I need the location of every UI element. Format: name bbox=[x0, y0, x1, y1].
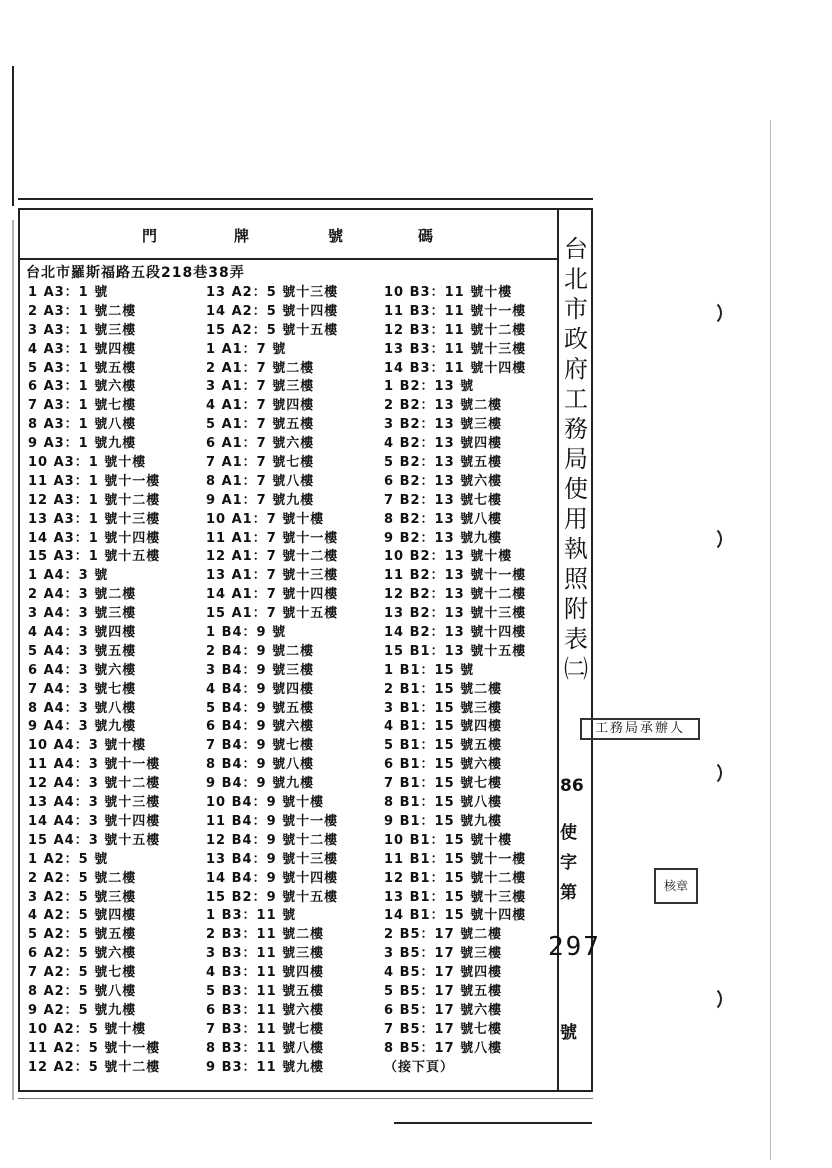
door-number-entry: 11 B4：9 號十一樓 bbox=[206, 813, 339, 829]
door-number-entry: 1 B1：15 號 bbox=[384, 662, 475, 678]
door-number-entry: 14 B2：13 號十四樓 bbox=[384, 625, 527, 641]
permit-char-2: 字 bbox=[560, 853, 577, 873]
title-char: ㈡ bbox=[564, 655, 588, 683]
door-number-entry: 8 A3：1 號八樓 bbox=[28, 417, 137, 433]
door-number-entry: 8 B4：9 號八樓 bbox=[206, 757, 315, 773]
title-char: 台 bbox=[564, 235, 588, 263]
header-char-1: 門 bbox=[142, 227, 158, 245]
title-char: 附 bbox=[564, 595, 588, 623]
door-number-entry: 12 B1：15 號十二樓 bbox=[384, 870, 527, 886]
permit-char-3: 第 bbox=[560, 883, 577, 903]
door-number-entry: 2 B2：13 號二樓 bbox=[384, 398, 503, 414]
door-number-entry: 11 A1：7 號十一樓 bbox=[206, 530, 339, 546]
permit-table bbox=[18, 208, 593, 1092]
door-number-entry: 6 B1：15 號六樓 bbox=[384, 757, 503, 773]
door-number-entry: 1 B4：9 號 bbox=[206, 625, 287, 641]
door-number-entry: 6 B2：13 號六樓 bbox=[384, 473, 503, 489]
door-number-entry: 4 A1：7 號四樓 bbox=[206, 398, 315, 414]
door-number-entry: 12 B4：9 號十二樓 bbox=[206, 832, 339, 848]
door-number-entry: 12 A1：7 號十二樓 bbox=[206, 549, 339, 565]
permit-suffix: 號 bbox=[560, 1023, 577, 1043]
door-number-entry: 4 A2：5 號四樓 bbox=[28, 908, 137, 924]
door-number-entry: 12 A4：3 號十二樓 bbox=[28, 776, 161, 792]
door-number-entry: 8 B5：17 號八樓 bbox=[384, 1040, 503, 1056]
title-char: 執 bbox=[564, 535, 588, 563]
permit-char-1: 使 bbox=[560, 823, 577, 843]
right-edge-line bbox=[770, 120, 771, 1160]
door-number-entry: 2 A1：7 號二樓 bbox=[206, 360, 315, 376]
door-number-entry: 13 A4：3 號十三樓 bbox=[28, 795, 161, 811]
title-char: 工 bbox=[564, 385, 588, 413]
door-number-entry: 6 B5：17 號六樓 bbox=[384, 1002, 503, 1018]
door-number-entry: 14 A3：1 號十四樓 bbox=[28, 530, 161, 546]
door-number-entry: 6 B3：11 號六樓 bbox=[206, 1002, 325, 1018]
door-number-entry: 5 B4：9 號五樓 bbox=[206, 700, 315, 716]
door-number-entry: 14 A4：3 號十四樓 bbox=[28, 813, 161, 829]
door-number-entry: 13 A3：1 號十三樓 bbox=[28, 511, 161, 527]
door-number-entry: 4 B5：17 號四樓 bbox=[384, 965, 503, 981]
door-number-entry: 15 B2：9 號十五樓 bbox=[206, 889, 339, 905]
binding-hole-4 bbox=[696, 986, 722, 1012]
door-number-entry: 7 B5：17 號七樓 bbox=[384, 1021, 503, 1037]
title-char: 局 bbox=[564, 445, 588, 473]
door-number-entry: 4 A3：1 號四樓 bbox=[28, 341, 137, 357]
door-number-entry: 2 A4：3 號二樓 bbox=[28, 587, 137, 603]
door-number-entry: 2 B1：15 號二樓 bbox=[384, 681, 503, 697]
bottom-rule bbox=[18, 1098, 593, 1099]
title-char: 務 bbox=[564, 415, 588, 443]
door-number-entry: 11 A3：1 號十一樓 bbox=[28, 473, 161, 489]
top-rule bbox=[18, 198, 593, 200]
header-char-3: 號 bbox=[328, 227, 344, 245]
door-number-entry: 4 B2：13 號四樓 bbox=[384, 436, 503, 452]
door-number-entry: 3 A2：5 號三樓 bbox=[28, 889, 137, 905]
door-number-entry: 3 B1：15 號三樓 bbox=[384, 700, 503, 716]
door-number-entry: 8 B2：13 號八樓 bbox=[384, 511, 503, 527]
officer-stamp: 工務局承辦人 bbox=[580, 718, 700, 740]
door-number-entry: （接下頁） bbox=[384, 1059, 455, 1075]
door-number-entry: 6 A3：1 號六樓 bbox=[28, 379, 137, 395]
door-number-entry: 12 A2：5 號十二樓 bbox=[28, 1059, 161, 1075]
door-number-entry: 10 A4：3 號十樓 bbox=[28, 738, 147, 754]
door-number-entry: 10 A2：5 號十樓 bbox=[28, 1021, 147, 1037]
door-number-entry: 13 B3：11 號十三樓 bbox=[384, 341, 527, 357]
door-number-entry: 13 B2：13 號十三樓 bbox=[384, 606, 527, 622]
door-number-entry: 15 A3：1 號十五樓 bbox=[28, 549, 161, 565]
door-number-entry: 9 A3：1 號九樓 bbox=[28, 436, 137, 452]
door-number-entry: 3 A1：7 號三樓 bbox=[206, 379, 315, 395]
door-number-entry: 9 B4：9 號九樓 bbox=[206, 776, 315, 792]
door-number-entry: 11 B3：11 號十一樓 bbox=[384, 303, 527, 319]
door-number-entry: 1 A2：5 號 bbox=[28, 851, 109, 867]
door-number-entry: 14 B1：15 號十四樓 bbox=[384, 908, 527, 924]
door-number-entry: 1 A1：7 號 bbox=[206, 341, 287, 357]
door-number-entry: 7 A4：3 號七樓 bbox=[28, 681, 137, 697]
door-number-entry: 13 A1：7 號十三樓 bbox=[206, 568, 339, 584]
door-number-entry: 3 A4：3 號三樓 bbox=[28, 606, 137, 622]
door-number-entry: 6 B4：9 號六樓 bbox=[206, 719, 315, 735]
door-number-entry: 7 A2：5 號七樓 bbox=[28, 965, 137, 981]
title-char: 用 bbox=[564, 505, 588, 533]
door-number-entry: 13 A2：5 號十三樓 bbox=[206, 285, 339, 300]
door-number-entry: 9 B3：11 號九樓 bbox=[206, 1059, 325, 1075]
door-number-entry: 8 B1：15 號八樓 bbox=[384, 795, 503, 811]
door-number-entry: 3 B5：17 號三樓 bbox=[384, 946, 503, 962]
approval-seal: 核章 bbox=[654, 868, 698, 904]
table-header bbox=[20, 210, 557, 260]
door-number-entry: 7 B2：13 號七樓 bbox=[384, 492, 503, 508]
door-number-entry: 7 B4：9 號七樓 bbox=[206, 738, 315, 754]
header-char-2: 牌 bbox=[234, 227, 250, 245]
footer-rule bbox=[394, 1122, 592, 1124]
door-number-entry: 1 B2：13 號 bbox=[384, 379, 475, 395]
title-char: 使 bbox=[564, 475, 588, 503]
binding-hole-3 bbox=[696, 760, 722, 786]
title-char: 北 bbox=[564, 265, 588, 293]
door-number-entry: 1 B3：11 號 bbox=[206, 908, 297, 924]
door-number-entry: 10 B1：15 號十樓 bbox=[384, 832, 513, 848]
door-number-entry: 2 B4：9 號二樓 bbox=[206, 643, 315, 659]
door-number-entry: 15 A4：3 號十五樓 bbox=[28, 832, 161, 848]
door-number-entry: 7 B1：15 號七樓 bbox=[384, 776, 503, 792]
door-number-entry: 13 B4：9 號十三樓 bbox=[206, 851, 339, 867]
title-char: 政 bbox=[564, 325, 588, 353]
door-number-entry: 10 A3：1 號十樓 bbox=[28, 455, 147, 471]
door-number-entry: 8 A4：3 號八樓 bbox=[28, 700, 137, 716]
door-number-entry: 9 B2：13 號九樓 bbox=[384, 530, 503, 546]
door-number-entry: 14 B3：11 號十四樓 bbox=[384, 360, 527, 376]
door-number-entry: 5 A3：1 號五樓 bbox=[28, 360, 137, 376]
title-char: 市 bbox=[564, 295, 588, 323]
door-number-entry: 11 B2：13 號十一樓 bbox=[384, 568, 527, 584]
door-number-entry: 3 B4：9 號三樓 bbox=[206, 662, 315, 678]
door-number-entry: 7 B3：11 號七樓 bbox=[206, 1021, 325, 1037]
door-number-entry: 7 A1：7 號七樓 bbox=[206, 455, 315, 471]
door-number-column-1 bbox=[28, 284, 160, 1077]
door-number-entry: 15 A2：5 號十五樓 bbox=[206, 322, 339, 338]
address-line: 台北市羅斯福路五段218巷38弄 bbox=[26, 265, 245, 281]
door-number-entry: 15 B1：13 號十五樓 bbox=[384, 643, 527, 659]
door-number-entry: 11 A2：5 號十一樓 bbox=[28, 1040, 161, 1056]
door-number-entry: 7 A3：1 號七樓 bbox=[28, 398, 137, 414]
door-number-entry: 12 A3：1 號十二樓 bbox=[28, 492, 161, 508]
door-number-entry: 8 A1：7 號八樓 bbox=[206, 473, 315, 489]
door-number-entry: 2 B5：17 號二樓 bbox=[384, 927, 503, 943]
door-number-entry: 13 B1：15 號十三樓 bbox=[384, 889, 527, 905]
door-number-entry: 3 B3：11 號三樓 bbox=[206, 946, 325, 962]
door-number-entry: 4 B4：9 號四樓 bbox=[206, 681, 315, 697]
door-number-entry: 2 B3：11 號二樓 bbox=[206, 927, 325, 943]
door-number-entry: 9 B1：15 號九樓 bbox=[384, 813, 503, 829]
title-char: 府 bbox=[564, 355, 588, 383]
door-number-entry: 8 B3：11 號八樓 bbox=[206, 1040, 325, 1056]
title-char: 照 bbox=[564, 565, 588, 593]
door-number-entry: 4 A4：3 號四樓 bbox=[28, 625, 137, 641]
permit-number: 297 bbox=[548, 932, 601, 962]
door-number-entry: 5 B5：17 號五樓 bbox=[384, 983, 503, 999]
door-number-entry: 5 A2：5 號五樓 bbox=[28, 927, 137, 943]
door-number-entry: 5 B1：15 號五樓 bbox=[384, 738, 503, 754]
door-number-entry: 6 A2：5 號六樓 bbox=[28, 946, 137, 962]
door-number-entry: 10 A1：7 號十樓 bbox=[206, 511, 325, 527]
door-number-entry: 5 B3：11 號五樓 bbox=[206, 983, 325, 999]
door-number-column-2 bbox=[206, 284, 338, 1077]
left-margin-line-lower bbox=[12, 220, 14, 1100]
door-number-entry: 15 A1：7 號十五樓 bbox=[206, 606, 339, 622]
door-number-entry: 1 A4：3 號 bbox=[28, 568, 109, 584]
door-number-entry: 4 B1：15 號四樓 bbox=[384, 719, 503, 735]
door-number-entry: 9 A1：7 號九樓 bbox=[206, 492, 315, 508]
door-number-entry: 9 A4：3 號九樓 bbox=[28, 719, 137, 735]
header-char-4: 碼 bbox=[418, 227, 434, 245]
door-number-entry: 14 A1：7 號十四樓 bbox=[206, 587, 339, 603]
door-number-column-3 bbox=[384, 284, 526, 1077]
door-number-entry: 11 A4：3 號十一樓 bbox=[28, 757, 161, 773]
door-number-entry: 5 B2：13 號五樓 bbox=[384, 455, 503, 471]
door-number-entry: 6 A4：3 號六樓 bbox=[28, 662, 137, 678]
binding-hole-2 bbox=[696, 526, 722, 552]
door-number-entry: 14 B4：9 號十四樓 bbox=[206, 870, 339, 886]
door-number-entry: 12 B2：13 號十二樓 bbox=[384, 587, 527, 603]
door-number-entry: 12 B3：11 號十二樓 bbox=[384, 322, 527, 338]
left-margin-line bbox=[12, 66, 14, 206]
door-number-entry: 3 B2：13 號三樓 bbox=[384, 417, 503, 433]
door-number-entry: 9 A2：5 號九樓 bbox=[28, 1002, 137, 1018]
door-number-entry: 10 B2：13 號十樓 bbox=[384, 549, 513, 565]
door-number-entry: 5 A4：3 號五樓 bbox=[28, 643, 137, 659]
door-number-entry: 14 A2：5 號十四樓 bbox=[206, 303, 339, 319]
door-number-entry: 4 B3：11 號四樓 bbox=[206, 965, 325, 981]
door-number-entry: 2 A2：5 號二樓 bbox=[28, 870, 137, 886]
title-char: 表 bbox=[564, 625, 588, 653]
door-number-entry: 5 A1：7 號五樓 bbox=[206, 417, 315, 433]
permit-year: 86 bbox=[560, 776, 584, 796]
door-number-entry: 1 A3：1 號 bbox=[28, 285, 109, 300]
door-number-entry: 6 A1：7 號六樓 bbox=[206, 436, 315, 452]
door-number-entry: 10 B4：9 號十樓 bbox=[206, 795, 325, 811]
door-number-entry: 2 A3：1 號二樓 bbox=[28, 303, 137, 319]
door-number-entry: 3 A3：1 號三樓 bbox=[28, 322, 137, 338]
door-number-entry: 8 A2：5 號八樓 bbox=[28, 983, 137, 999]
binding-hole-1 bbox=[696, 300, 722, 326]
door-number-entry: 11 B1：15 號十一樓 bbox=[384, 851, 527, 867]
door-number-entry: 10 B3：11 號十樓 bbox=[384, 285, 513, 300]
